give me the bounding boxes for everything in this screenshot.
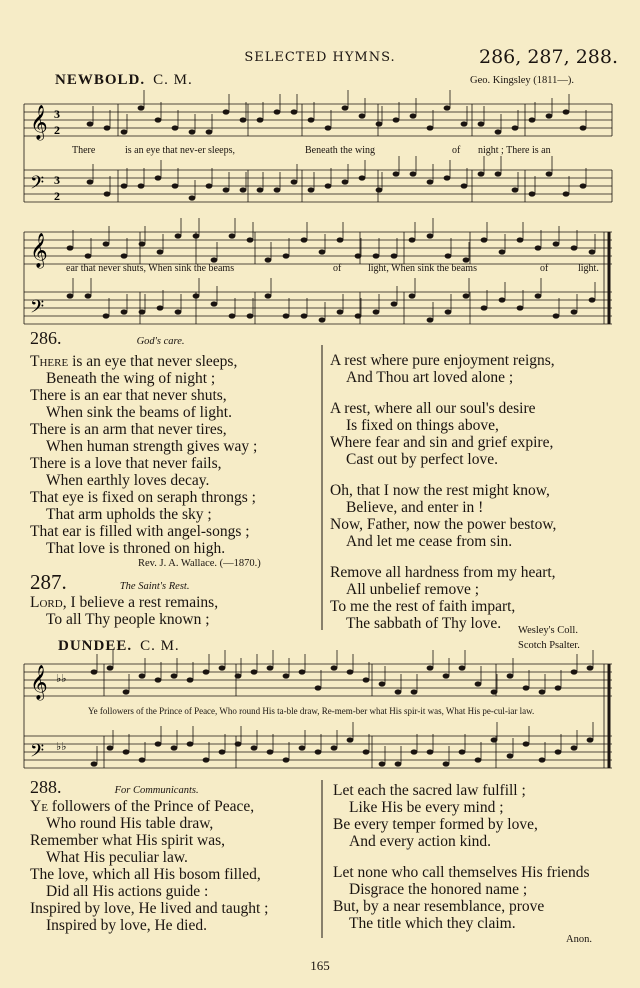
note-head <box>411 689 418 694</box>
verse-line: To all Thy people known ; <box>46 611 210 628</box>
hymn-numbers: 286, 287, 288. <box>479 46 618 68</box>
note-head <box>411 749 418 754</box>
note-head <box>587 665 594 670</box>
hymn-number: 288. <box>30 777 62 797</box>
hymn-286-heading <box>30 328 185 349</box>
svg-text:2: 2 <box>54 189 60 203</box>
note-head <box>481 237 488 242</box>
note-head <box>283 313 290 318</box>
note-head <box>139 309 146 314</box>
verse-line: Let none who call themselves His friends <box>333 864 590 881</box>
note-head <box>529 191 536 196</box>
note-head <box>427 233 434 238</box>
note-head <box>444 105 451 110</box>
note-head <box>283 253 290 258</box>
note-head <box>512 125 519 130</box>
note-head <box>499 297 506 302</box>
note-head <box>461 121 468 126</box>
note-head <box>444 175 451 180</box>
svg-text:𝄞: 𝄞 <box>30 665 48 700</box>
note-head <box>104 191 111 196</box>
lyric-line-2e: light. <box>578 263 599 274</box>
tune-name: DUNDEE. <box>58 638 133 654</box>
note-head <box>342 105 349 110</box>
note-head <box>379 761 386 766</box>
tune-name: NEWBOLD. <box>55 72 146 88</box>
note-head <box>331 745 338 750</box>
note-head <box>359 175 366 180</box>
verse-line: That arm upholds the sky ; <box>46 506 212 523</box>
note-head <box>363 677 370 682</box>
note-head <box>459 749 466 754</box>
note-head <box>517 305 524 310</box>
svg-text:𝄞: 𝄞 <box>30 105 48 140</box>
svg-text:3: 3 <box>54 173 60 187</box>
verse-line: That ear is filled with angel-songs ; <box>30 523 250 540</box>
note-head <box>175 233 182 238</box>
verse-line: When earthly loves decay. <box>46 472 210 489</box>
lyric-line-1a: There <box>72 145 96 156</box>
note-head <box>87 179 94 184</box>
note-head <box>155 741 162 746</box>
note-head <box>445 309 452 314</box>
note-head <box>87 121 94 126</box>
note-head <box>499 249 506 254</box>
verse-line: That love is throned on high. <box>46 540 226 557</box>
verse-line: To me the rest of faith impart, <box>330 598 516 615</box>
note-head <box>325 183 332 188</box>
note-head <box>138 105 145 110</box>
note-head <box>189 195 196 200</box>
note-head <box>555 685 562 690</box>
note-head <box>229 313 236 318</box>
verse-line: When sink the beams of light. <box>46 404 232 421</box>
verse-line: And let me cease from sin. <box>346 533 513 550</box>
note-head <box>517 237 524 242</box>
verse-line: All unbelief remove ; <box>346 581 479 598</box>
verse-line: Remember what His spirit was, <box>30 832 226 849</box>
note-head <box>427 749 434 754</box>
note-head <box>331 665 338 670</box>
note-head <box>301 237 308 242</box>
note-head <box>363 749 370 754</box>
note-head <box>523 741 530 746</box>
note-head <box>155 175 162 180</box>
note-head <box>267 749 274 754</box>
verse-line: What His peculiar law. <box>46 849 188 866</box>
note-head <box>580 125 587 130</box>
note-head <box>319 317 326 322</box>
svg-text:3: 3 <box>54 107 60 121</box>
note-head <box>123 749 130 754</box>
note-head <box>379 681 386 686</box>
note-head <box>427 179 434 184</box>
hymn-286-col1 <box>30 353 257 557</box>
note-head <box>211 257 218 262</box>
verse-line: A rest where pure enjoyment reigns, <box>330 352 555 369</box>
note-head <box>107 665 114 670</box>
note-head <box>315 749 322 754</box>
lyric-line-1e: night ; There is an <box>478 145 551 156</box>
note-head <box>247 237 254 242</box>
note-head <box>299 669 306 674</box>
lyric-line-2a: ear that never shuts, When sink the beams <box>66 263 235 274</box>
verse-line: The love, which all His bosom filled, <box>30 866 261 883</box>
verse-line: There is an arm that never tires, <box>30 421 227 438</box>
verse-line: Is fixed on things above, <box>346 417 499 434</box>
note-head <box>475 681 482 686</box>
note-head <box>172 183 179 188</box>
note-head <box>219 665 226 670</box>
verse-line: That eye is fixed on seraph throngs ; <box>30 489 256 506</box>
note-head <box>546 171 553 176</box>
note-head <box>155 677 162 682</box>
note-head <box>257 187 264 192</box>
verse-line: There is an ear that never shuts, <box>30 387 227 404</box>
note-head <box>91 761 98 766</box>
note-head <box>495 171 502 176</box>
note-head <box>529 117 536 122</box>
note-head <box>355 313 362 318</box>
note-head <box>546 113 553 118</box>
note-head <box>107 745 114 750</box>
note-head <box>203 669 210 674</box>
note-head <box>410 113 417 118</box>
note-head <box>355 253 362 258</box>
note-head <box>193 233 200 238</box>
note-head <box>463 257 470 262</box>
note-head <box>587 737 594 742</box>
svg-text:𝄢: 𝄢 <box>30 741 45 766</box>
verse-line: Who round His table draw, <box>46 815 214 832</box>
verse-line: And every action kind. <box>349 833 492 850</box>
note-head <box>535 245 542 250</box>
hymn-286-author: Rev. J. A. Wallace. (—1870.) <box>138 558 261 569</box>
note-head <box>376 187 383 192</box>
note-head <box>172 125 179 130</box>
note-head <box>123 689 130 694</box>
note-head <box>507 753 514 758</box>
note-head <box>85 293 92 298</box>
note-head <box>67 293 74 298</box>
svg-text:♭♭: ♭♭ <box>56 672 67 685</box>
note-head <box>157 305 164 310</box>
lyric-line-2b: of <box>333 263 342 274</box>
tune-meter: C. M. <box>153 72 193 88</box>
note-head <box>203 757 210 762</box>
note-head <box>443 673 450 678</box>
note-head <box>157 249 164 254</box>
note-head <box>523 685 530 690</box>
note-head <box>219 749 226 754</box>
note-head <box>308 187 315 192</box>
lyric-line-2c: light, When sink the beams <box>368 263 477 274</box>
note-head <box>274 187 281 192</box>
note-head <box>299 745 306 750</box>
lyric-line-1c: Beneath the wing <box>305 145 375 156</box>
verse-line: Let each the sacred law fulfill ; <box>333 782 526 799</box>
note-head <box>91 669 98 674</box>
note-head <box>229 233 236 238</box>
verse-line: Beneath the wing of night ; <box>46 370 216 387</box>
note-head <box>265 257 272 262</box>
note-head <box>67 245 74 250</box>
note-head <box>325 125 332 130</box>
note-head <box>571 669 578 674</box>
note-head <box>235 741 242 746</box>
note-head <box>376 121 383 126</box>
verse-line: There is a love that never fails, <box>30 455 222 472</box>
hymn-287-col1 <box>30 594 218 628</box>
note-head <box>308 117 315 122</box>
note-head <box>211 301 218 306</box>
note-head <box>247 313 254 318</box>
hymn-287-heading <box>30 570 189 595</box>
note-head <box>283 757 290 762</box>
note-head <box>478 171 485 176</box>
note-head <box>121 129 128 134</box>
note-head <box>121 183 128 188</box>
note-head <box>193 293 200 298</box>
verse-line: Be every temper formed by love, <box>333 816 538 833</box>
note-head <box>251 669 258 674</box>
note-head <box>427 317 434 322</box>
hymn-288-heading <box>30 777 199 798</box>
note-head <box>395 689 402 694</box>
note-head <box>391 253 398 258</box>
note-head <box>409 237 416 242</box>
note-head <box>410 171 417 176</box>
note-head <box>373 309 380 314</box>
verse-line: There is an eye that never sleeps, <box>30 353 238 370</box>
hymn-287-source: Wesley's Coll. <box>518 625 578 636</box>
note-head <box>175 309 182 314</box>
note-head <box>257 117 264 122</box>
note-head <box>187 677 194 682</box>
page-header-title: SELECTED HYMNS. <box>244 50 396 65</box>
note-head <box>139 757 146 762</box>
note-head <box>240 187 247 192</box>
svg-text:2: 2 <box>54 123 60 137</box>
note-head <box>206 183 213 188</box>
hymn-subtitle: God's care. <box>136 336 185 347</box>
note-head <box>463 293 470 298</box>
note-head <box>491 689 498 694</box>
note-head <box>104 125 111 130</box>
tune-dundee-title <box>58 638 180 655</box>
note-head <box>223 109 230 114</box>
verse-line: When human strength gives way ; <box>46 438 258 455</box>
verse-line: Believe, and enter in ! <box>346 499 484 516</box>
note-head <box>171 673 178 678</box>
note-head <box>121 309 128 314</box>
note-head <box>291 179 298 184</box>
note-head <box>138 183 145 188</box>
note-head <box>491 737 498 742</box>
svg-text:𝄞: 𝄞 <box>30 233 48 268</box>
note-head <box>235 673 242 678</box>
note-head <box>274 109 281 114</box>
verse-line: Lord, I believe a rest remains, <box>30 594 219 611</box>
note-head <box>315 685 322 690</box>
note-head <box>223 187 230 192</box>
note-head <box>319 249 326 254</box>
hymn-288-col2 <box>333 782 590 932</box>
note-head <box>240 117 247 122</box>
note-head <box>427 665 434 670</box>
note-head <box>155 117 162 122</box>
note-head <box>409 293 416 298</box>
note-head <box>85 253 92 258</box>
verse-line: Inspired by love, He lived and taught ; <box>30 900 269 917</box>
tune-composer: Geo. Kingsley (1811—). <box>470 75 575 86</box>
lyric-line-2d: of <box>540 263 549 274</box>
verse-line: The title which they claim. <box>349 915 516 932</box>
note-head <box>459 665 466 670</box>
verse-line: The sabbath of Thy love. <box>346 615 502 632</box>
note-head <box>139 673 146 678</box>
note-head <box>267 665 274 670</box>
verse-line: Did all His actions guide : <box>46 883 209 900</box>
verse-line: Oh, that I now the rest might know, <box>330 482 550 499</box>
note-head <box>478 121 485 126</box>
note-head <box>251 745 258 750</box>
note-head <box>589 249 596 254</box>
note-head <box>359 113 366 118</box>
note-head <box>337 237 344 242</box>
note-head <box>103 241 110 246</box>
note-head <box>475 757 482 762</box>
hymn-287-col2 <box>330 352 556 632</box>
note-head <box>391 301 398 306</box>
note-head <box>580 183 587 188</box>
lyric-line-1b: is an eye that nev-er sleeps, <box>125 145 235 156</box>
page-number: 165 <box>310 958 330 973</box>
hymn-subtitle: The Saint's Rest. <box>119 581 190 592</box>
verse-line: Disgrace the honored name ; <box>349 881 528 898</box>
note-head <box>589 297 596 302</box>
note-head <box>283 673 290 678</box>
note-head <box>507 673 514 678</box>
note-head <box>539 689 546 694</box>
staff-system-2 <box>24 232 612 324</box>
note-head <box>393 117 400 122</box>
hymn-288-col1 <box>30 798 268 934</box>
verse-line: But, by a near resemblance, prove <box>333 898 545 915</box>
note-head <box>187 741 194 746</box>
note-head <box>121 253 128 258</box>
note-head <box>512 187 519 192</box>
note-head <box>553 313 560 318</box>
note-head <box>347 669 354 674</box>
note-head <box>443 761 450 766</box>
note-head <box>373 253 380 258</box>
note-head <box>103 313 110 318</box>
hymn-subtitle: For Communicants. <box>114 785 199 796</box>
note-head <box>189 129 196 134</box>
lyric-line-1d: of <box>452 145 461 156</box>
note-head <box>553 241 560 246</box>
svg-text:𝄢: 𝄢 <box>30 297 45 322</box>
note-head <box>301 313 308 318</box>
verse-line: A rest, where all our soul's desire <box>330 400 536 417</box>
note-head <box>495 129 502 134</box>
verse-line: Cast out by perfect love. <box>346 451 498 468</box>
note-head <box>265 293 272 298</box>
note-head <box>555 749 562 754</box>
svg-text:𝄢: 𝄢 <box>30 173 45 198</box>
verse-line: Like His be every mind ; <box>349 799 504 816</box>
note-head <box>395 761 402 766</box>
note-head <box>563 109 570 114</box>
note-head <box>563 191 570 196</box>
note-head <box>535 293 542 298</box>
hymn-number: 286. <box>30 328 62 348</box>
note-head <box>337 309 344 314</box>
note-head <box>481 305 488 310</box>
note-head <box>461 183 468 188</box>
note-head <box>539 757 546 762</box>
note-head <box>342 179 349 184</box>
verse-line: Remove all hardness from my heart, <box>330 564 556 581</box>
tune-dundee-lyrics: Ye followers of the Prince of Peace, Who round His ta-ble draw, Re-mem-ber what His spir-it was, What His pe-cul-iar law. <box>88 706 535 716</box>
verse-line: Where fear and sin and grief expire, <box>330 434 554 451</box>
verse-line: Now, Father, now the power bestow, <box>330 516 557 533</box>
note-head <box>206 129 213 134</box>
tune-source: Scotch Psalter. <box>518 640 580 651</box>
note-head <box>571 745 578 750</box>
hymn-288-author: Anon. <box>566 934 592 945</box>
tune-meter: C. M. <box>140 638 180 654</box>
hymn-number: 287. <box>30 570 67 594</box>
note-head <box>347 737 354 742</box>
note-head <box>171 745 178 750</box>
verse-line: And Thou art loved alone ; <box>346 369 514 386</box>
note-head <box>571 309 578 314</box>
note-head <box>571 245 578 250</box>
note-head <box>139 241 146 246</box>
verse-line: Ye followers of the Prince of Peace, <box>30 798 255 815</box>
note-head <box>393 171 400 176</box>
note-head <box>291 109 298 114</box>
verse-line: Inspired by love, He died. <box>46 917 207 934</box>
svg-text:♭♭: ♭♭ <box>56 740 67 753</box>
note-head <box>445 253 452 258</box>
note-head <box>427 125 434 130</box>
